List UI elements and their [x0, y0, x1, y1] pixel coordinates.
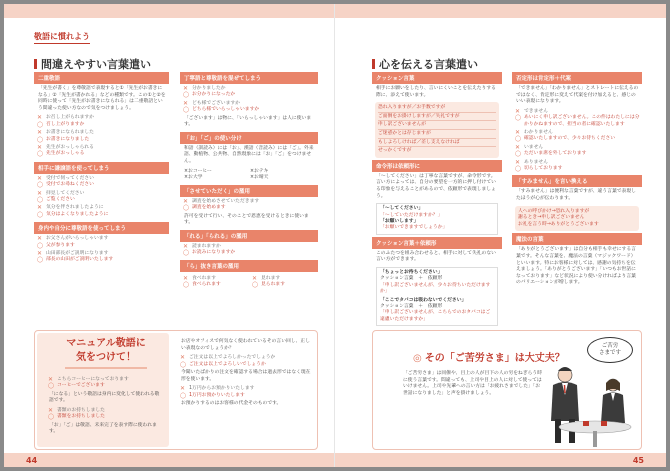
right-section-title: 心を伝える言葉遣い [372, 56, 502, 77]
header-double-keigo: 二重敬語 [34, 72, 169, 84]
ok-example: ◯ 書類をお持ちしました [57, 414, 161, 420]
ng-example: ✕ 調査を始めさせていただきます [192, 199, 316, 205]
intro-text: お店やオフィスで何気なく使われているその言い回し、正しい表現なのでしょうか？ [181, 339, 310, 351]
sumimasen-list [515, 206, 639, 232]
ok-example: ◯ 切らしております [524, 166, 640, 172]
header-cushion-request: クッション言葉＋依頼形 [372, 237, 502, 249]
header-magic-words: 魔法の言葉 [512, 233, 642, 245]
cushion-word: ご迷惑かとは存じますが [378, 131, 496, 139]
ng-example: ✕ 山田部長がご説明になります [46, 251, 167, 257]
paragraph: 「ありがとうございます」は自分も相手も幸せにする言葉です。そんな言葉を、魔法の言葉（マジックワード）といいます。特にお客様に対しては、感謝の気持ちを伝えましょう。「ありがとうございます」「いつもお世話になっております」など状況により使い分ければより言葉のバリエーションが増します。 [516, 247, 636, 286]
header-teineigo-mix: 丁寧語と尊敬語を混ぜてしまう [180, 72, 318, 84]
ng-example: ✕ こちらコーヒーになっております [57, 377, 161, 383]
manual-keigo-box [34, 330, 318, 450]
cushion-word: もしよろしければ／差し支えなければ [378, 140, 496, 148]
header-sonkeigo-self: 身内や自分に尊敬語を使ってしまう [34, 222, 169, 234]
left-column-2 [180, 72, 318, 290]
ok-example: ◯ 気分はよくなりましたように [46, 212, 167, 218]
paragraph: 和語（訓読み）には「お」、漢語（音読み）には「ご」。外来語、動植物、公共物、自然現象には「お」「ご」をつけません。 [184, 145, 314, 164]
header-o-go: 「お」「ご」の使い分け [180, 132, 318, 144]
cushion-word: 恐れ入りますが／お手数ですが [378, 105, 496, 113]
manual-keigo-left [37, 333, 169, 447]
cushion-word: せっかくですが [378, 148, 412, 154]
ng-example: ✕ できません [524, 109, 640, 115]
ng-example: ✕ お書きになられました [46, 130, 167, 136]
cushion-word: 申し訳ございませんが [378, 122, 496, 130]
ng-example: ✕ 1万円からお預かりいたします [189, 386, 311, 392]
gokurousama-title: ◎ その「ご苦労さま」は大丈夫？ [413, 349, 565, 364]
header-kenjogo: 相手に謙譲語を使ってしまう [34, 162, 169, 174]
ok-example: ◯ 先生がおっしゃる [46, 151, 167, 157]
word-grid [184, 169, 316, 182]
manual-keigo-title: マニュアル敬語に 気をつけて！ [47, 337, 165, 369]
ng-example: ✕ わかりません [524, 130, 640, 136]
ok-example: ◯ 父が参ります [46, 243, 167, 249]
ok-example: ◯ 食べられます [192, 282, 247, 288]
ok-example: ◯ どちら様でいらっしゃいますか [192, 107, 316, 113]
list-item: 人への呼びかけ→恐れ入りますが [518, 208, 590, 214]
example-line: 「お願いできますでしょうか」 [380, 225, 448, 231]
ng-example: ✕ 受付で伺ってください [46, 176, 167, 182]
cushion-word-list [375, 102, 499, 158]
cushion-word: ご面倒をお掛けしますが／失礼ですが [378, 114, 496, 122]
ok-example: ◯ コーヒーでございます [57, 383, 161, 389]
ng-example: ✕ 気分を伴されましたように [46, 205, 167, 211]
ng-example: ✕ 分かりましたか [192, 86, 316, 92]
ng-example: ✕ ご注文は以上でよろしかったでしょうか [189, 355, 311, 361]
paragraph: 「先生が書く」を尊敬語で表現すると①「先生がお書きになる」②「先生が書かれる」などの種類です。この①と②を同時に使って「先生がお書きになられる」は二重敬語という間違った使い方なので気をつけましょう。 [38, 86, 166, 111]
ok-example: ◯ お分かりになったか [192, 92, 316, 98]
page-number-left: 44 [26, 456, 38, 465]
ng-example: ✕ 読まれますか [192, 244, 316, 250]
ok-example: ◯ 確認いたしますので、少々お待ちください [524, 136, 640, 142]
word: ×お大学 [184, 175, 203, 181]
right-column-2 [512, 72, 642, 290]
ok-example: ◯ 部長の山田がご説明いたします [46, 257, 167, 263]
bottom-band [4, 453, 666, 467]
paragraph: 「できません」「わかりません」とストレートに伝えるのではなく、肯定形に変えて代案を付け加えると、感じのいい表現になります。 [516, 86, 639, 105]
example-line: 「申し訳ございませんが、少々お待ちいただけますか」 [380, 282, 491, 295]
ok-example: ◯ 調査を始めます [192, 205, 316, 211]
ok-example: ◯ ただいま席を外しております [524, 151, 640, 157]
ok-example: ◯ あいにく申し訳ございません。この件はわたしには分かりかねますので、担当の者に確認いたします [524, 115, 640, 128]
header-sumimasen: 「すみません」を言い換える [512, 175, 642, 187]
paragraph: 「お」「ご」は敬語、未来完了を表す際に使われます。 [49, 422, 157, 435]
example-box [376, 267, 498, 326]
page-gutter [334, 4, 335, 467]
paragraph: 「すみません」は便利な言葉ですが、違う言葉で表現したほうが心が伝わります。 [516, 189, 636, 202]
paragraph: 「になる」という敬語は身内に変化して使われる敬語です。 [49, 391, 160, 404]
header-imperative: 命令形は依頼形に [372, 160, 502, 172]
ng-example: ✕ 書類のお持ちしました [57, 408, 161, 414]
header-negative: 否定形は肯定形＋代案 [512, 72, 642, 84]
ok-example: ◯ 1万円お預かりいたします [189, 393, 311, 399]
paragraph: お預かりするのはお客様の代金そのものです。 [181, 401, 282, 406]
ok-example: ◯ 見られます [261, 282, 316, 288]
paragraph: このふたつを組み合わせると、相手に対して失礼のない言い方ができます。 [376, 250, 496, 263]
ng-example: ✕ 食べれます [192, 276, 247, 282]
manual-keigo-examples [45, 375, 163, 439]
paragraph: 「ございます」は物に、「いらっしゃいます」は人に使います。 [184, 115, 312, 128]
paragraph: 今聞いたばかりの注文を確認する場合は過去形ではなく現在形を使います。 [181, 370, 311, 382]
header-reru-rareru: 「れる」「られる」の濫用 [180, 230, 318, 242]
ok-example: ◯ ご覧ください [46, 197, 167, 203]
list-item: お礼を言う時→ありがとうございます [518, 221, 599, 227]
ok-example: ◯ 召し上がりますか [46, 122, 167, 128]
example-line: 「～していただけますか？」 [380, 212, 443, 218]
ok-example: ◯ ご注文は以上でよろしいでしょうか [189, 362, 311, 368]
ng-example: ✕ お召し上がられますか [46, 115, 167, 121]
left-column-1 [34, 72, 169, 266]
paragraph: 「～してください」は丁寧な言葉ですが、命令形です。言い方によっては、自分の要望を一方的に押し付けている印象を与えることがあるので、依頼形で表現しましょう。 [376, 173, 496, 199]
word: ×おテキ [250, 168, 269, 174]
ng-example: ✕ ありません [524, 160, 640, 166]
speech-bubble: ご苦労 さまです [587, 337, 633, 363]
gokurousama-box [372, 330, 642, 450]
example-line: 「～してください」 [380, 206, 424, 212]
manual-keigo-right [177, 337, 313, 411]
example-line: 「ちょっとお待ちください」 [380, 269, 443, 275]
chapter-title: 敬語に慣れよう [34, 31, 90, 44]
ng-example: ✕ 拝見してください [46, 191, 167, 197]
ng-example: ✕ 先生がおっしゃられる [46, 145, 167, 151]
example-line: クッション言葉 ＋ 依頼形 [380, 276, 443, 282]
right-column-1 [372, 72, 502, 328]
ok-example: ◯ 受付でお尋ねください [46, 182, 167, 188]
example-line: 「ここでタバコは吸わないでください」 [380, 297, 467, 303]
office-people-illustration [543, 361, 641, 449]
word: ×お晴天 [250, 175, 269, 181]
left-section-title: 間違えやすい言葉遣い [34, 56, 154, 77]
word: ×おコーヒー [184, 168, 212, 174]
header-ra-nuki: 「ら」抜き言葉の濫用 [180, 260, 318, 272]
ng-example: ✕ いません [524, 145, 640, 151]
page-number-right: 45 [632, 456, 644, 465]
header-cushion: クッション言葉 [372, 72, 502, 84]
ra-nuki-grid [180, 274, 318, 291]
list-item: 謝るとき→申し訳ございません [518, 215, 585, 221]
ng-example: ✕ 見れます [261, 276, 316, 282]
example-line: 「お願いします」 [380, 218, 419, 224]
paragraph: 相手にお願いをしたり、言いにくいことを伝えたりする際に、添えて使います。 [376, 86, 496, 98]
example-box [376, 203, 498, 235]
gokurousama-text: 「ご苦労さま」は同僚や、目上の人が目下の人の労をねぎらう時に使う言葉です。間違っても、上司や目上の人に対して使ってはいけません。上司や先輩への言い方は「お疲れさまでした」「お世話になりました」と声を掛けましょう。 [403, 371, 543, 396]
ok-example: ◯ お書きになりました [46, 137, 167, 143]
top-band [4, 4, 666, 18]
magazine-spread [4, 4, 666, 467]
ok-example: ◯ お読みになりますか [192, 250, 316, 256]
header-saseteitadaku: 「させていただく」の濫用 [180, 185, 318, 197]
ng-example: ✕ お父さんがいらっしゃいます [46, 236, 167, 242]
example-line: クッション言葉 ＋ 依頼形 [380, 303, 443, 309]
ng-example: ✕ ども様でございますか [192, 101, 316, 107]
example-line: 「申し訳ございませんが、こちらでのおタバコはご遠慮いただけますか」 [380, 310, 491, 322]
paragraph: 許可を受けて行い、そのことで恩恵を受けるときに使います。 [184, 213, 309, 226]
